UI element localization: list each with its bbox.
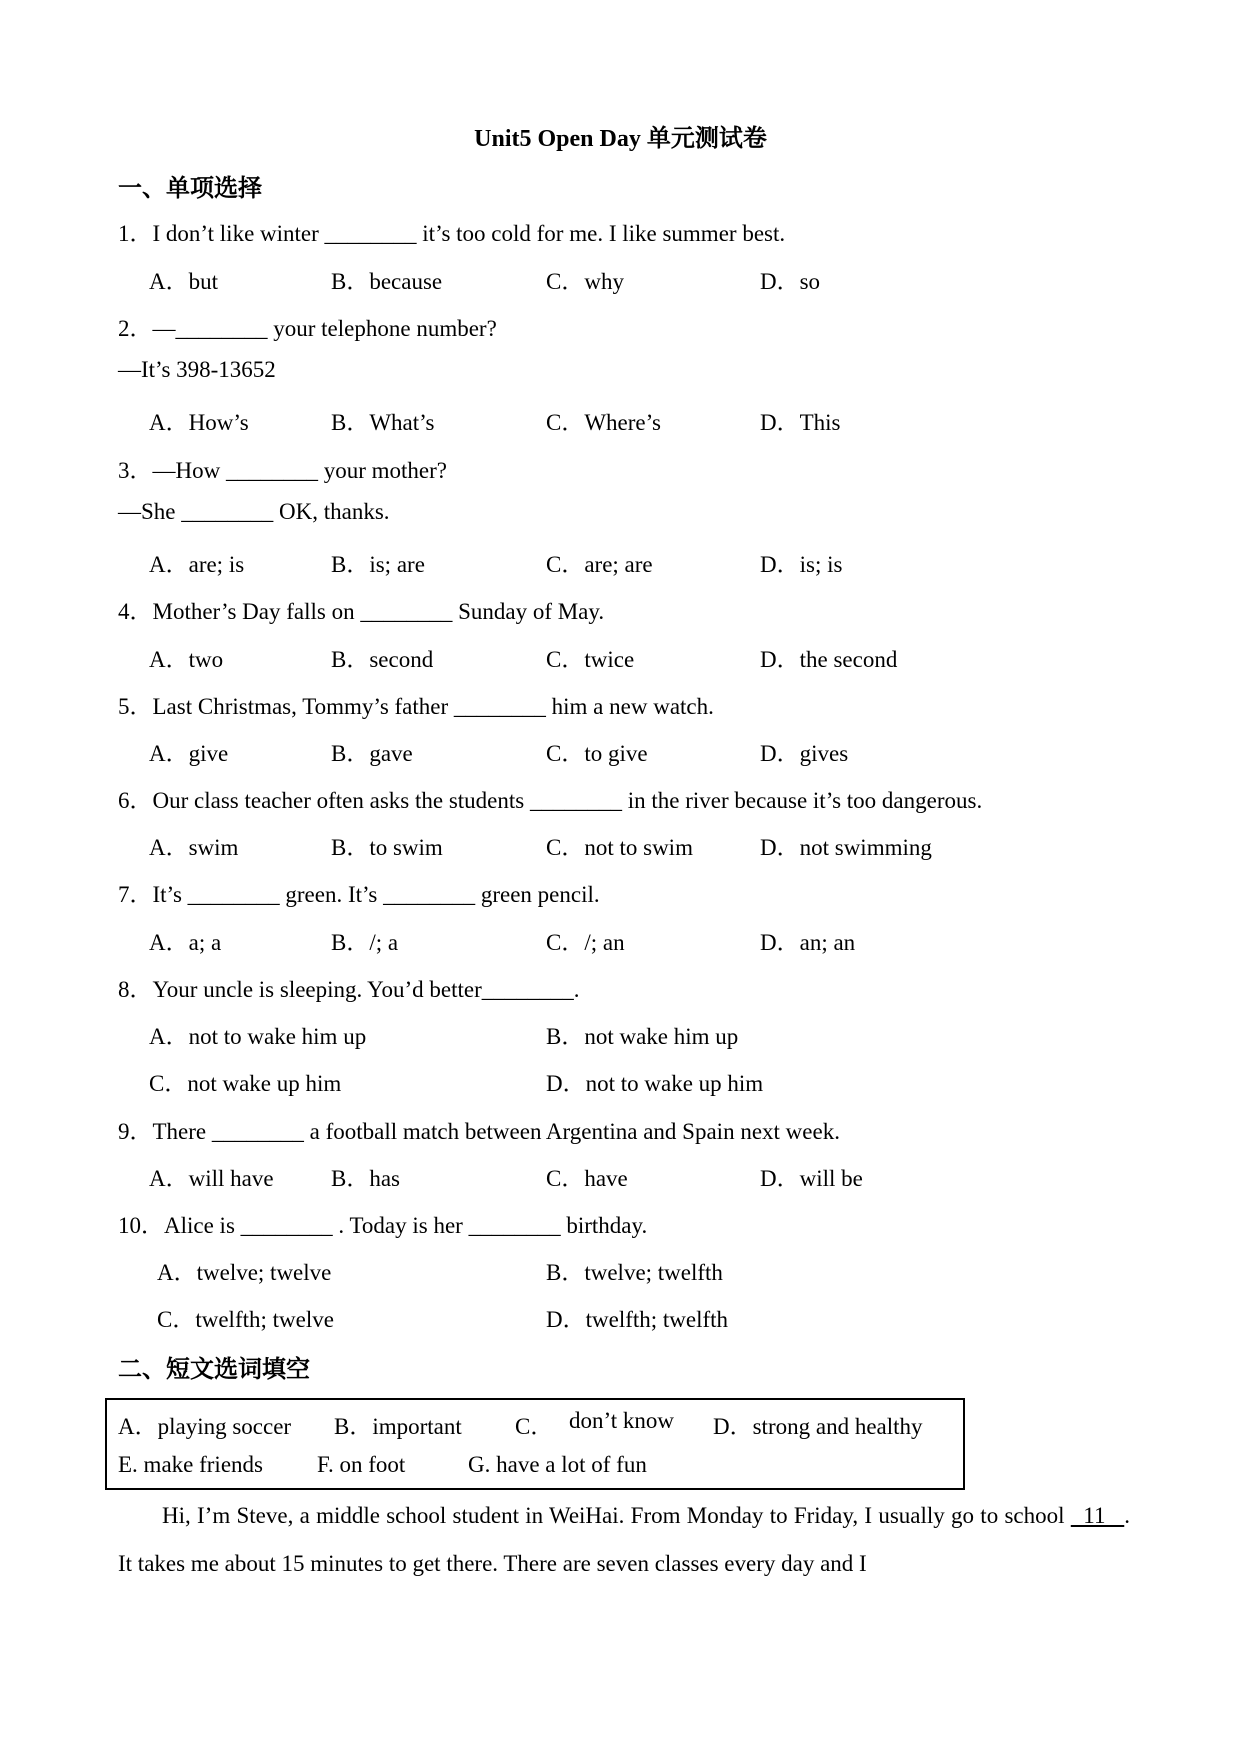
- section-heading-1: 一、单项选择: [118, 174, 262, 202]
- question-6-option-a: A．swim: [149, 835, 239, 860]
- passage-paragraph: [118, 1492, 1130, 1588]
- question-8-option-b: B．not wake him up: [546, 1024, 739, 1049]
- question-9-option-a: A．will have: [149, 1166, 274, 1191]
- question-4-option-b: B．second: [331, 647, 434, 672]
- word-option-c-label: C．: [515, 1414, 554, 1439]
- word-option-d: D．strong and healthy: [713, 1414, 923, 1439]
- section-heading-2: 二、短文选词填空: [118, 1355, 310, 1383]
- question-1-option-c: C．why: [546, 269, 624, 294]
- question-8-option-c: C．not wake up him: [149, 1071, 342, 1096]
- question-7-option-c: C．/; an: [546, 930, 625, 955]
- word-option-g: G. have a lot of fun: [468, 1452, 647, 1477]
- question-4-option-d: D．the second: [760, 647, 898, 672]
- question-3-option-d: D．is; is: [760, 552, 843, 577]
- word-option-f: F. on foot: [317, 1452, 406, 1477]
- question-7-option-d: D．an; an: [760, 930, 856, 955]
- question-6-stem: 6．Our class teacher often asks the students ________ in the river because it’s too dangerous.: [118, 788, 983, 813]
- word-option-e: E. make friends: [118, 1452, 263, 1477]
- question-5-option-d: D．gives: [760, 741, 849, 766]
- question-10-stem: 10．Alice is ________ . Today is her ________ birthday.: [118, 1213, 648, 1238]
- question-7-stem: 7．It’s ________ green. It’s ________ green pencil.: [118, 882, 600, 907]
- question-1-stem: 1．I don’t like winter ________ it’s too cold for me. I like summer best.: [118, 221, 786, 246]
- passage-text-1: Hi, I’m Steve, a middle school student in WeiHai. From Monday to Friday, I usually go to school: [162, 1503, 1071, 1528]
- question-3-option-c: C．are; are: [546, 552, 653, 577]
- question-9-option-c: C．have: [546, 1166, 628, 1191]
- question-4-option-c: C．twice: [546, 647, 635, 672]
- question-8-stem: 8．Your uncle is sleeping. You’d better________.: [118, 977, 580, 1002]
- question-9-stem: 9．There ________ a football match between Argentina and Spain next week.: [118, 1119, 840, 1144]
- question-9-option-b: B．has: [331, 1166, 400, 1191]
- passage-blank-11: 11: [1070, 1503, 1125, 1528]
- question-2-reply: —It’s 398-13652: [118, 357, 276, 382]
- word-option-a: A．playing soccer: [118, 1414, 292, 1439]
- word-option-c-text: don’t know: [569, 1408, 674, 1433]
- question-6-option-b: B．to swim: [331, 835, 443, 860]
- question-1-option-d: D．so: [760, 269, 821, 294]
- passage-text-2: . It takes me about 15 minutes to get there. There are seven classes every day and I: [118, 1503, 1130, 1576]
- question-8-option-a: A．not to wake him up: [149, 1024, 367, 1049]
- question-3-stem: 3．—How ________ your mother?: [118, 458, 447, 483]
- question-6-option-c: C．not to swim: [546, 835, 693, 860]
- question-9-option-d: D．will be: [760, 1166, 863, 1191]
- question-10-option-c: C．twelfth; twelve: [157, 1307, 334, 1332]
- question-1-option-b: B．because: [331, 269, 443, 294]
- question-5-option-b: B．gave: [331, 741, 413, 766]
- question-3-reply: —She ________ OK, thanks.: [118, 499, 390, 524]
- question-2-option-c: C．Where’s: [546, 410, 661, 435]
- question-10-option-a: A．twelve; twelve: [157, 1260, 332, 1285]
- question-3-option-b: B．is; are: [331, 552, 425, 577]
- question-1-option-a: A．but: [149, 269, 218, 294]
- question-5-option-c: C．to give: [546, 741, 648, 766]
- question-8-option-d: D．not to wake up him: [546, 1071, 764, 1096]
- question-2-option-b: B．What’s: [331, 410, 435, 435]
- question-6-option-d: D．not swimming: [760, 835, 932, 860]
- word-option-b: B．important: [334, 1414, 462, 1439]
- question-2-option-a: A．How’s: [149, 410, 249, 435]
- question-5-option-a: A．give: [149, 741, 229, 766]
- question-2-option-d: D．This: [760, 410, 841, 435]
- question-7-option-a: A．a; a: [149, 930, 222, 955]
- question-2-stem: 2．—________ your telephone number?: [118, 316, 497, 341]
- question-10-option-b: B．twelve; twelfth: [546, 1260, 723, 1285]
- question-5-stem: 5．Last Christmas, Tommy’s father ________ him a new watch.: [118, 694, 714, 719]
- question-7-option-b: B．/; a: [331, 930, 399, 955]
- page-title: Unit5 Open Day 单元测试卷: [474, 126, 767, 152]
- question-10-option-d: D．twelfth; twelfth: [546, 1307, 729, 1332]
- question-4-stem: 4．Mother’s Day falls on ________ Sunday of May.: [118, 599, 605, 624]
- question-4-option-a: A．two: [149, 647, 224, 672]
- question-3-option-a: A．are; is: [149, 552, 245, 577]
